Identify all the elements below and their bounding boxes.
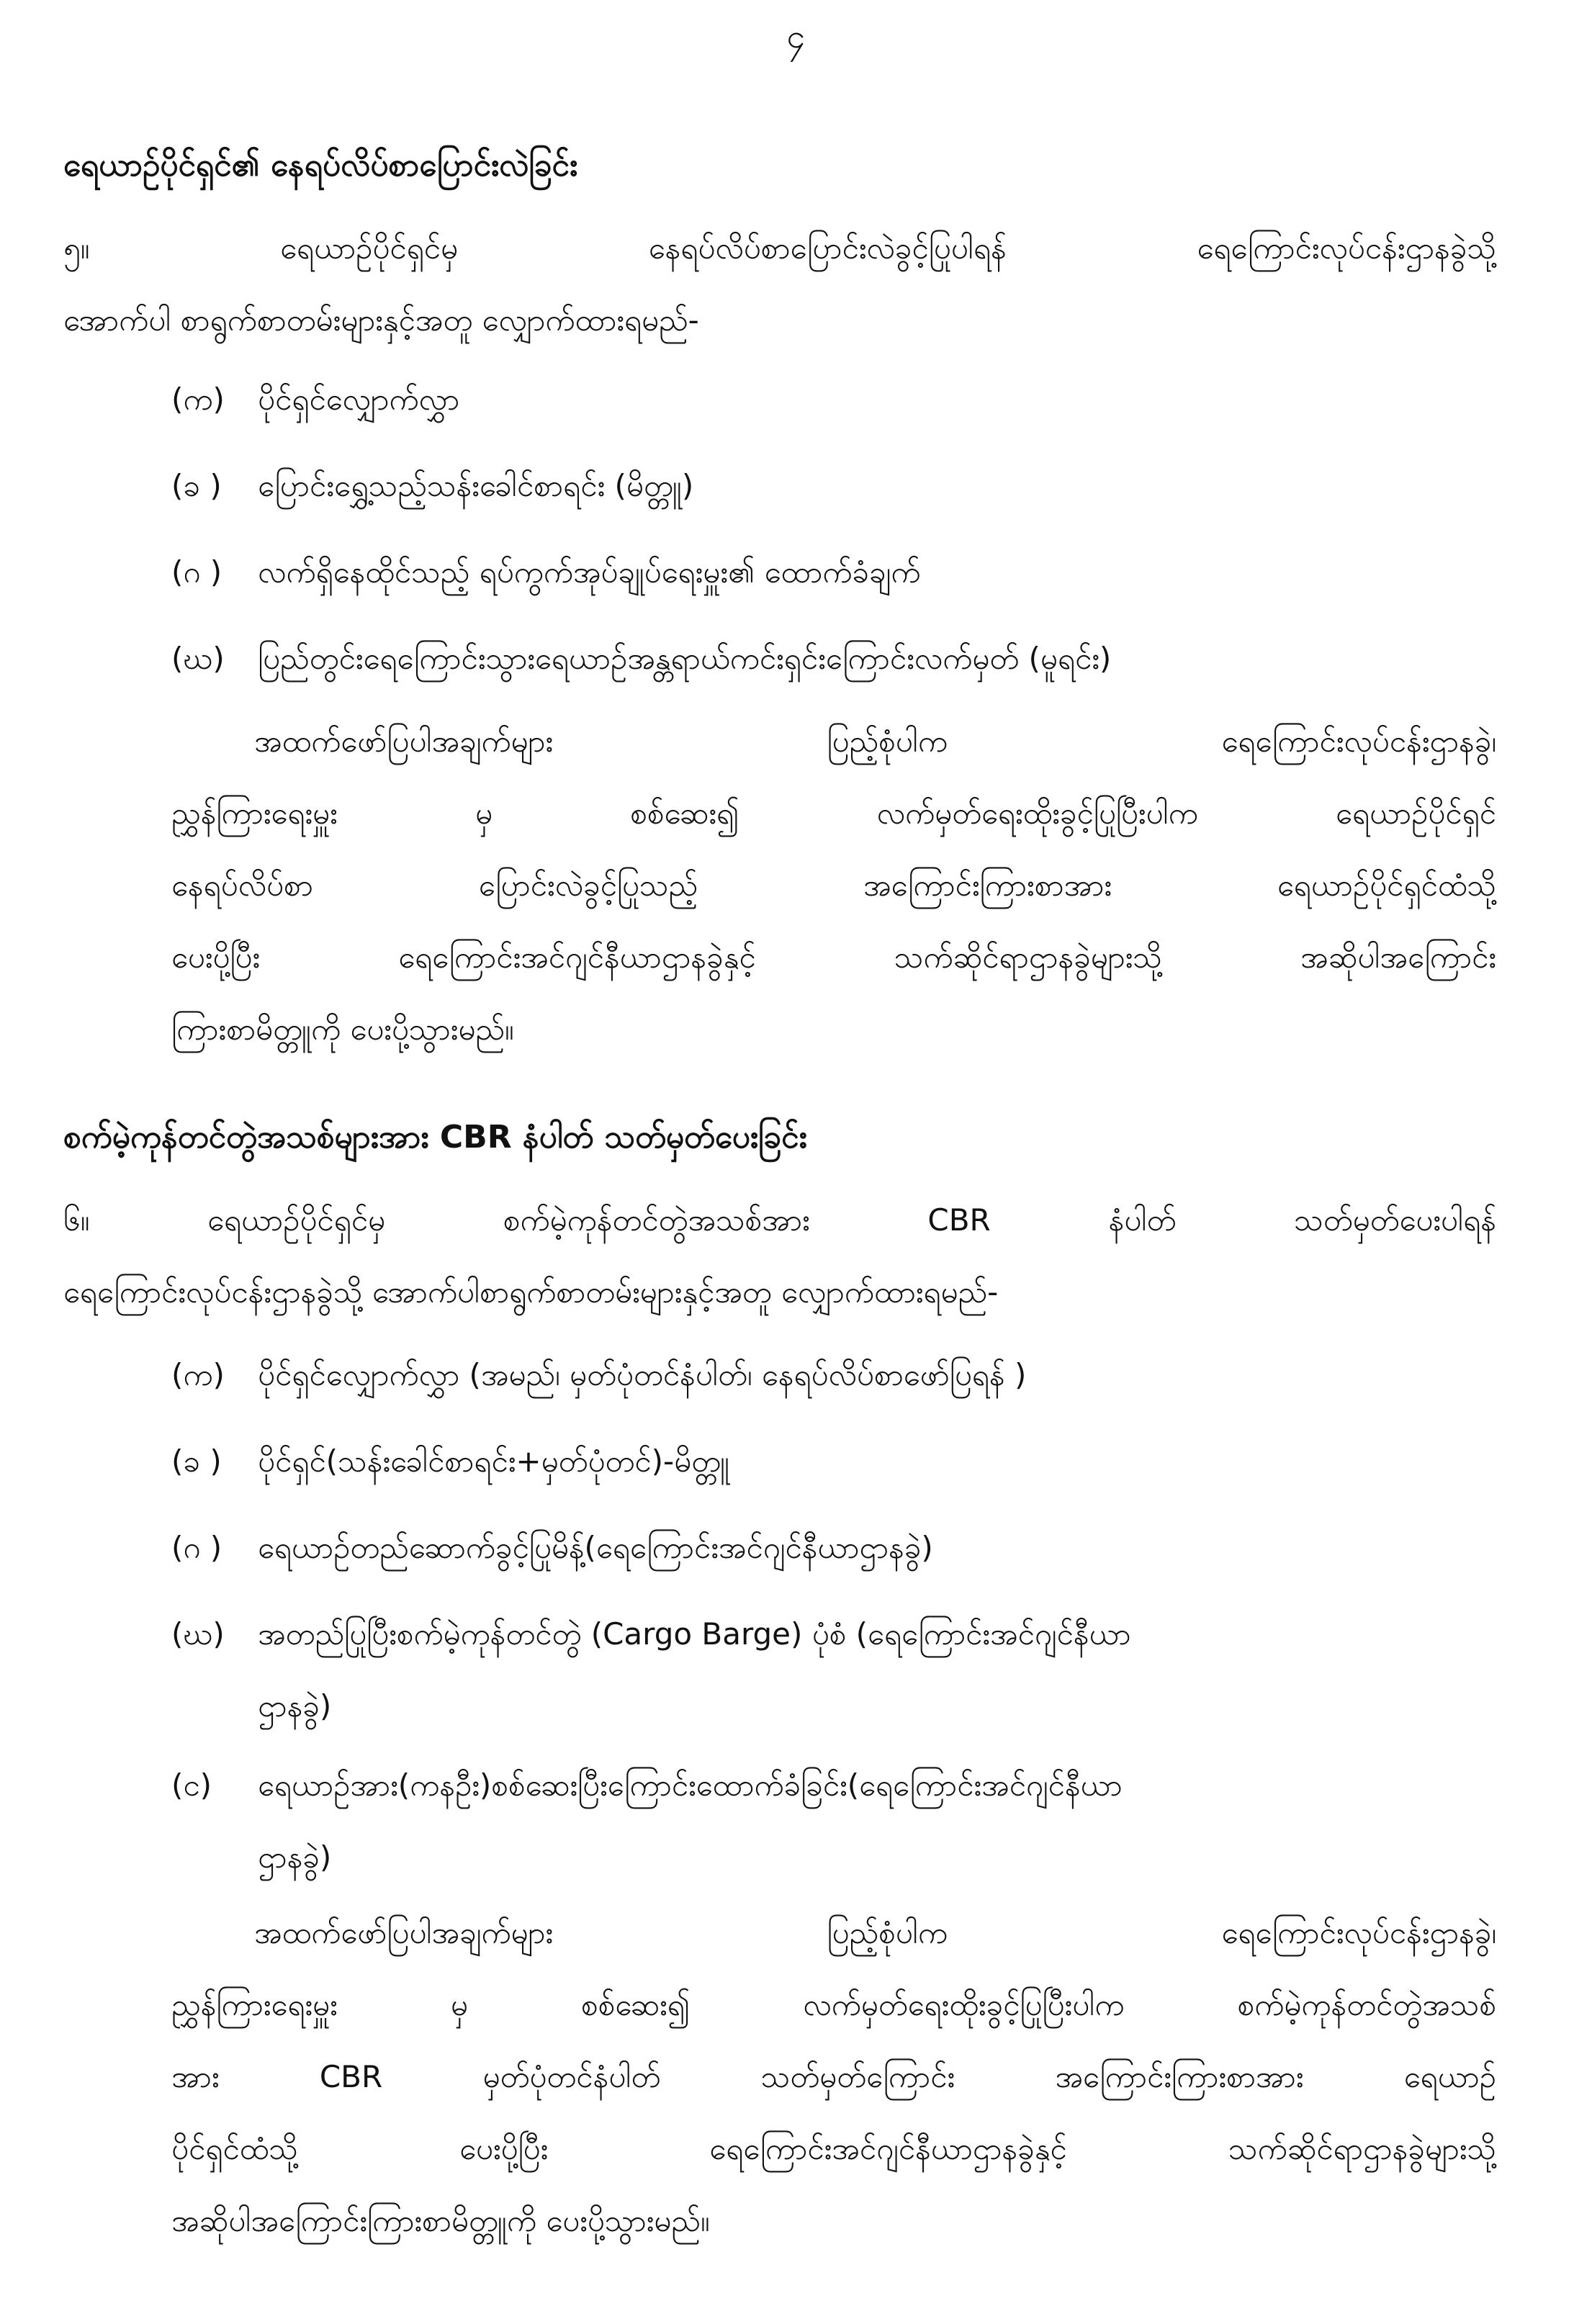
text-span: အကြောင်းကြားစာအား bbox=[1055, 2059, 1304, 2094]
closing-line bbox=[171, 2041, 1496, 2113]
list-item-text: လက်ရှိနေထိုင်သည့် ရပ်ကွက်အုပ်ချုပ်ရေးမှူး၏ ထောက်ခံချက် bbox=[258, 554, 921, 590]
list-item-text: ပြောင်းရွှေ့သည့်သန်းခေါင်စာရင်း (မိတ္တူ) bbox=[258, 468, 694, 503]
text-span: သတ်မှတ်ကြောင်း bbox=[760, 2059, 955, 2094]
text-span: အကြောင်းကြားစာအား bbox=[863, 868, 1112, 903]
list-marker: (င) bbox=[171, 1767, 212, 1803]
list-item-text: ပြည်တွင်းရေကြောင်းသွားရေယာဉ်အန္တရာယ်ကင်းရှင်းကြောင်းလက်မှတ် (မူရင်း) bbox=[258, 641, 1112, 676]
list-item-text: ပိုင်ရှင်လျှောက်လွှာ (အမည်၊ မှတ်ပုံတင်နံပါတ်၊ နေရပ်လိပ်စာဖော်ပြရန် ) bbox=[258, 1357, 1027, 1392]
list-item bbox=[171, 1749, 1503, 1893]
text-span: CBR bbox=[927, 1202, 991, 1238]
list-item bbox=[171, 450, 1503, 522]
paragraph-6-closing bbox=[171, 1897, 1496, 2257]
text-span: ရေကြောင်းလုပ်ငန်းဌာနခွဲ၊ bbox=[1221, 1915, 1496, 1950]
text-span: လက်မှတ်ရေးထိုးခွင့်ပြုပြီးပါက bbox=[876, 796, 1198, 831]
list-item bbox=[171, 536, 1503, 608]
text-span: မှတ်ပုံတင်နံပါတ် bbox=[482, 2059, 661, 2094]
list-marker: (ခ ) bbox=[171, 468, 222, 503]
paragraph-5-intro bbox=[63, 212, 1496, 356]
text-span: အထက်ဖော်ပြပါအချက်များ bbox=[254, 1915, 554, 1950]
list-item-text: ရေယာဉ်တည်ဆောက်ခွင့်ပြုမိန့်(ရေကြောင်းအင်ဂျင်နီယာဌာနခွဲ) bbox=[258, 1530, 933, 1565]
text-span: အား bbox=[171, 2059, 220, 2094]
text-span: မှ bbox=[475, 796, 493, 831]
list-item-body bbox=[258, 1749, 1123, 1893]
text-span: သက်ဆိုင်ရာဌာနခွဲများသို့ bbox=[894, 940, 1162, 975]
list-marker: (ဂ ) bbox=[171, 554, 222, 590]
text-span: မှ bbox=[450, 1987, 468, 2022]
text-span: နေရပ်လိပ်စာပြောင်းလဲခွင့်ပြုပါရန် bbox=[648, 230, 1007, 266]
text-span: စက်မဲ့ကုန်တင်တွဲအသစ်အား bbox=[503, 1202, 810, 1238]
closing-line-last: အဆိုပါအကြောင်းကြားစာမိတ္တူကို ပေးပို့သွားမည်။ bbox=[171, 2203, 710, 2238]
text-span: ညွှန်ကြားရေးမှူး bbox=[171, 1987, 338, 2022]
list-marker: (က) bbox=[171, 1357, 225, 1392]
paragraph-6-line-1 bbox=[63, 1184, 1496, 1256]
text-span: ရေယာဉ်ပိုင်ရှင်မှ bbox=[207, 1202, 386, 1238]
text-span: ရေယာဉ်ပိုင်ရှင် bbox=[1336, 796, 1496, 831]
paragraph-5-line-1 bbox=[63, 212, 1496, 284]
list-item bbox=[171, 1339, 1503, 1411]
text-span: လက်မှတ်ရေးထိုးခွင့်ပြုပြီးပါက bbox=[803, 1987, 1125, 2022]
paragraph-number: ၅။ bbox=[63, 230, 90, 266]
text-span: ရေကြောင်းလုပ်ငန်းဌာနခွဲ၊ bbox=[1221, 724, 1496, 759]
list-item bbox=[171, 364, 1503, 436]
closing-line bbox=[171, 706, 1496, 778]
paragraph-5-closing bbox=[171, 706, 1496, 1066]
closing-line bbox=[171, 1969, 1496, 2041]
list-item bbox=[171, 1512, 1503, 1584]
list-marker: (ဃ) bbox=[171, 641, 225, 676]
text-span: ပိုင်ရှင်ထံသို့ bbox=[171, 2131, 298, 2166]
text-span: ရေယာဉ် bbox=[1403, 2059, 1496, 2094]
list-item-body bbox=[258, 1598, 1131, 1742]
paragraph-6-intro bbox=[63, 1184, 1496, 1328]
text-span: ရေကြောင်းလုပ်ငန်းဌာနခွဲသို့ bbox=[1197, 230, 1496, 266]
closing-line bbox=[171, 850, 1496, 922]
text-span: ရေကြောင်းအင်ဂျင်နီယာဌာနခွဲနှင့် bbox=[398, 940, 756, 975]
text-span: အထက်ဖော်ပြပါအချက်များ bbox=[254, 724, 554, 759]
paragraph-5-line-2: အောက်ပါ စာရွက်စာတမ်းများနှင့်အတူ လျှောက်ထားရမည်- bbox=[63, 302, 699, 338]
text-span: စစ်ဆေး၍ bbox=[580, 1987, 691, 2022]
text-span: CBR bbox=[319, 2059, 383, 2094]
section-heading-address-change: ရေယာဉ်ပိုင်ရှင်၏ နေရပ်လိပ်စာပြောင်းလဲခြင်း bbox=[63, 147, 578, 184]
text-span: နံပါတ် bbox=[1108, 1202, 1177, 1238]
list-marker: (က) bbox=[171, 382, 225, 417]
text-span: ပေးပို့ပြီး bbox=[459, 2131, 549, 2166]
closing-line bbox=[171, 2113, 1496, 2185]
paragraph-number: ၆။ bbox=[63, 1202, 90, 1238]
section-heading-cbr-number: စက်မဲ့ကုန်တင်တွဲအသစ်များအား CBR နံပါတ် သတ်မှတ်ပေးခြင်း bbox=[63, 1119, 807, 1156]
text-span: ရေယာဉ်ပိုင်ရှင်ထံသို့ bbox=[1277, 868, 1496, 903]
list-item-text: အတည်ပြုပြီးစက်မဲ့ကုန်တင်တွဲ (Cargo Barge) ပုံစံ (ရေကြောင်းအင်ဂျင်နီယာ bbox=[258, 1616, 1131, 1652]
text-span: ပြောင်းလဲခွင့်ပြုသည့် bbox=[478, 868, 698, 903]
text-span: နေရပ်လိပ်စာ bbox=[171, 868, 313, 903]
list-item-text: ပိုင်ရှင်(သန်းခေါင်စာရင်း+မှတ်ပုံတင်)-မိတ္တူ bbox=[258, 1444, 730, 1479]
closing-line bbox=[171, 922, 1496, 994]
closing-line bbox=[171, 778, 1496, 850]
text-span: ပြည့်စုံပါက bbox=[827, 1915, 948, 1950]
text-span: သတ်မှတ်ပေးပါရန် bbox=[1294, 1202, 1496, 1238]
text-span: စက်မဲ့ကုန်တင်တွဲအသစ် bbox=[1237, 1987, 1496, 2022]
list-marker: (ခ ) bbox=[171, 1444, 222, 1479]
closing-line-last: ကြားစာမိတ္တူကို ပေးပို့သွားမည်။ bbox=[171, 1012, 514, 1047]
text-span: ပေးပို့ပြီး bbox=[171, 940, 261, 975]
list-item bbox=[171, 1598, 1503, 1742]
page-number: ၄ bbox=[786, 17, 806, 55]
text-span: ရေကြောင်းအင်ဂျင်နီယာဌာနခွဲနှင့် bbox=[709, 2131, 1067, 2166]
text-span: စစ်ဆေး၍ bbox=[630, 796, 739, 831]
paragraph-6-line-2: ရေကြောင်းလုပ်ငန်းဌာနခွဲသို့ အောက်ပါစာရွက်စာတမ်းများနှင့်အတူ လျှောက်ထားရမည်- bbox=[63, 1274, 999, 1310]
list-item-text: ရေယာဉ်အား(ကနဦး)စစ်ဆေးပြီးကြောင်းထောက်ခံခြင်း(ရေကြောင်းအင်ဂျင်နီယာ bbox=[258, 1767, 1123, 1803]
list-item bbox=[171, 1426, 1503, 1497]
list-marker: (ဃ) bbox=[171, 1616, 225, 1652]
text-span: အဆိုပါအကြောင်း bbox=[1300, 940, 1496, 975]
list-item-text: ပိုင်ရှင်လျှောက်လွှာ bbox=[258, 382, 460, 417]
text-span: သက်ဆိုင်ရာဌာနခွဲများသို့ bbox=[1228, 2131, 1496, 2166]
text-span: ရေယာဉ်ပိုင်ရှင်မှ bbox=[280, 230, 458, 266]
closing-line bbox=[171, 1897, 1496, 1969]
list-item bbox=[171, 623, 1503, 695]
text-span: ညွှန်ကြားရေးမှူး bbox=[171, 796, 338, 831]
text-span: ပြည့်စုံပါက bbox=[827, 724, 948, 759]
list-item-continuation: ဌာနခွဲ) bbox=[258, 1688, 332, 1724]
list-item-continuation: ဌာနခွဲ) bbox=[258, 1839, 332, 1875]
list-marker: (ဂ ) bbox=[171, 1530, 222, 1565]
